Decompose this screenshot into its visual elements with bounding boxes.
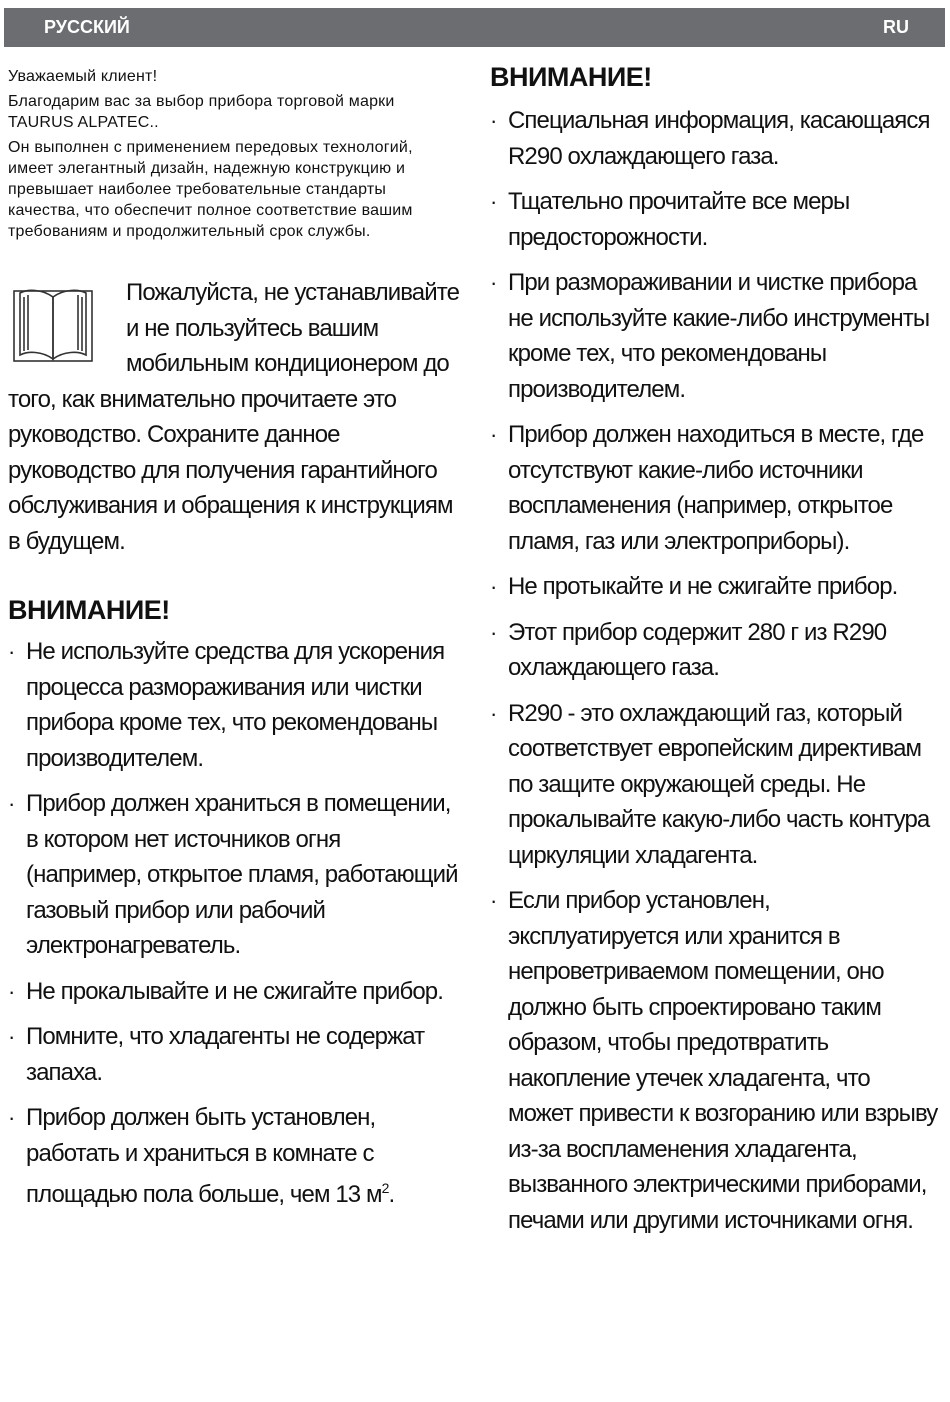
list-item <box>490 696 940 874</box>
list-item <box>490 184 940 255</box>
list-item <box>490 265 940 407</box>
book-icon <box>12 283 94 363</box>
list-item <box>490 615 940 686</box>
list-item-text: Тщательно прочитайте все меры предосторожности. <box>508 188 850 251</box>
intro-thanks: Благодарим вас за выбор прибора торговой марки TAURUS ALPATEC.. <box>8 93 395 131</box>
list-item <box>490 883 940 1238</box>
bullet: · <box>490 619 497 645</box>
bullet: · <box>490 422 497 447</box>
manual-note-text: Пожалуйста, не устанавливайте и не пользуйтесь вашим мобильным кондиционером до того, как внимательно прочитаете это руководство. Сохраните данное руководство для получения гарантийного обслуживания и обращения к инструкциям в будущем. <box>8 279 460 555</box>
intro-body: Он выполнен с применением передовых технологий, имеет элегантный дизайн, надежную конструкцию и превышает наиболее требовательные стандарты качества, что обеспечит полное соответствие вашим требованиям и продолжительный срок службы. <box>8 139 413 240</box>
list-item-text: Не протыкайте и не сжигайте прибор. <box>508 573 898 600</box>
list-item <box>8 974 460 1010</box>
language-code: RU <box>883 17 909 37</box>
list-item-text: Если прибор установлен, эксплуатируется или хранится в непроветриваемом помещении, оно должно быть спроектировано таким образом, чтобы предотвратить накопление утечек хладагента, что может привести к возгоранию или взрыву из-за воспламенения хладагента, вызванного электрическими приборами, печами или другими источниками огня. <box>508 887 938 1234</box>
list-item <box>490 569 940 605</box>
language-label: РУССКИЙ <box>44 17 130 37</box>
bullet: · <box>8 1024 15 1049</box>
bullet: · <box>8 978 15 1004</box>
list-item <box>8 1100 460 1213</box>
list-item-text: Этот прибор содержит 280 г из R290 охлаждающего газа. <box>508 618 887 681</box>
bullet: · <box>8 791 15 816</box>
list-item-text: Не используйте средства для ускорения процесса размораживания или чистки прибора кроме тех, что рекомендованы производителем. <box>26 638 445 772</box>
bullet: · <box>490 189 497 214</box>
list-item <box>8 634 460 776</box>
list-item-text: При размораживании и чистке прибора не используйте какие-либо инструменты кроме тех, что рекомендованы производителем. <box>508 269 930 403</box>
bullet: · <box>490 270 497 295</box>
bullet: · <box>8 639 15 664</box>
list-item-text: Прибор должен храниться в помещении, в котором нет источников огня (например, открытое пламя, работающий газовый прибор или рабочий электронагреватель. <box>26 790 458 959</box>
list-item <box>490 417 940 559</box>
intro-greeting: Уважаемый клиент! <box>8 68 158 85</box>
left-warning-list <box>8 634 460 1213</box>
list-item <box>8 1019 460 1090</box>
list-item-end: . <box>388 1181 395 1208</box>
bullet: · <box>8 1105 15 1130</box>
page-header <box>4 8 945 47</box>
superscript: 2 <box>381 1180 389 1196</box>
left-warning-title: ВНИМАНИЕ! <box>8 595 170 625</box>
list-item <box>8 786 460 964</box>
right-warning-title: ВНИМАНИЕ! <box>490 62 652 92</box>
right-column <box>490 62 940 1248</box>
bullet: · <box>490 888 497 913</box>
bullet: · <box>490 700 497 726</box>
right-warning-list <box>490 103 940 1238</box>
bullet: · <box>490 574 497 599</box>
list-item-text: Специальная информация, касающаяся R290 охлаждающего газа. <box>508 107 930 170</box>
list-item <box>490 103 940 174</box>
list-item-text: R290 - это охлаждающий газ, который соответствует европейским директивам по защите окружающей среды. Не прокалывайте какую-либо часть контура циркуляции хладагента. <box>508 699 930 869</box>
list-item-text: Не прокалывайте и не сжигайте прибор. <box>26 977 443 1005</box>
bullet: · <box>490 108 497 133</box>
list-item-text: Прибор должен быть установлен, работать и храниться в комнате с площадью пола больше, чем 13 м <box>26 1104 382 1208</box>
list-item-text: Прибор должен находиться в месте, где отсутствуют какие-либо источники воспламенения (например, открытое пламя, газ или электроприборы). <box>508 421 924 555</box>
list-item-text: Помните, что хладагенты не содержат запаха. <box>26 1023 425 1086</box>
left-column <box>8 66 460 1223</box>
manual-note <box>8 275 460 559</box>
intro-block <box>8 66 460 242</box>
